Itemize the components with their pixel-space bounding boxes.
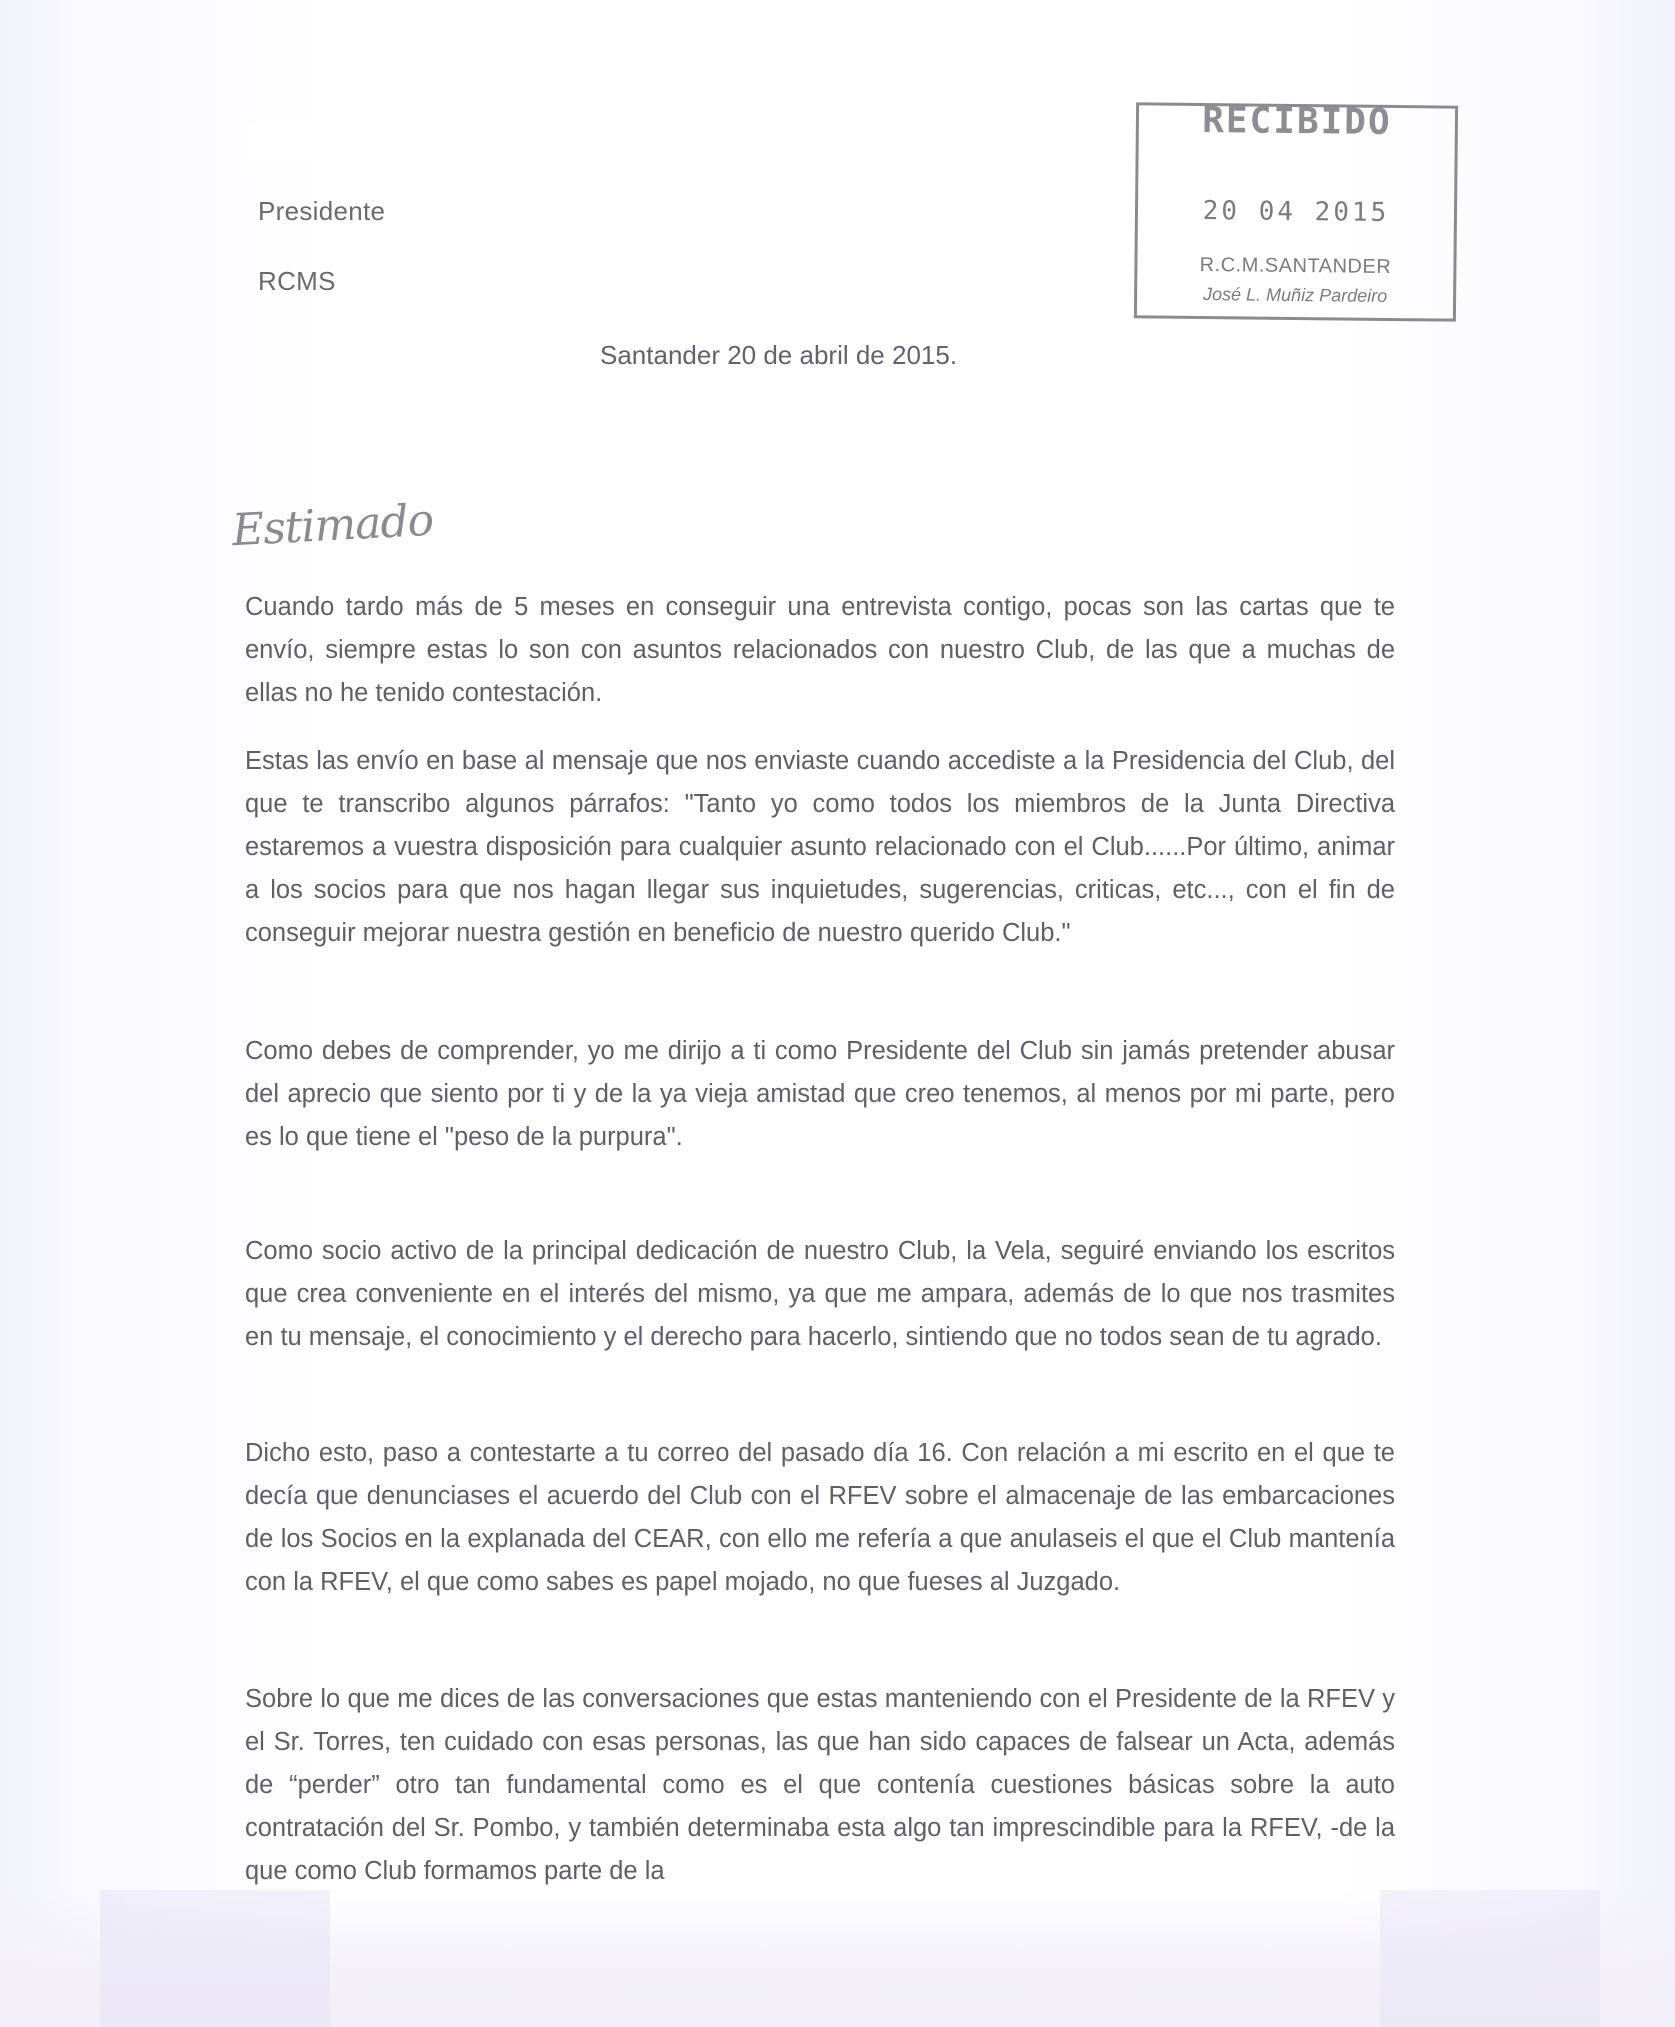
paragraph-3 [245, 1030, 1395, 1159]
place-date: Santander 20 de abril de 2015. [600, 340, 958, 370]
paragraph-1 [245, 586, 1395, 715]
redacted-salutation-name [470, 490, 560, 560]
paragraph-6 [245, 1678, 1395, 1893]
paragraph-5 [245, 1432, 1395, 1604]
recipient-organization: RCMS [258, 266, 336, 296]
stamp-label: RECIBIDO [1202, 100, 1392, 143]
paragraph-text: Dicho esto, paso a contestarte a tu correo del pasado día 16. Con relación a mi escrito en el que te decía que denunciases el acuerdo del Club con el RFEV sobre el almacenaje de las embarcaciones de los Socios en la explanada del CEAR, con ello me refería a que anulaseis el que el Club mantenía con la RFEV, el que como sabes es papel mojado, no que fueses al Juzgado. [245, 1439, 1395, 1596]
paragraph-4 [245, 1230, 1395, 1359]
scan-band [1380, 1890, 1600, 2027]
scan-band [100, 1890, 330, 2027]
paragraph-2 [245, 740, 1395, 955]
stamp-organization: R.C.M.SANTANDER [1199, 253, 1392, 278]
stamp-date: 20 04 2015 [1202, 196, 1390, 228]
redacted-name-block [245, 123, 545, 161]
recipient-title: Presidente [258, 196, 386, 226]
paragraph-text: Cuando tardo más de 5 meses en conseguir una entrevista contigo, pocas son las cartas que te envío, siempre estas lo son con asuntos relacionados con nuestro Club, de las que a muchas de ellas no he tenido contestación. [245, 593, 1395, 707]
stamp-person: José L. Muñiz Pardeiro [1202, 284, 1388, 306]
received-stamp [1134, 102, 1458, 321]
paragraph-text: Estas las envío en base al mensaje que nos enviaste cuando accediste a la Presidencia del Club, del que te transcribo algunos párrafos: "Tanto yo como todos los miembros de la Junta Directiva estaremos a vuestra disposición para cualquier asunto relacionado con el Club......Por último, animar a los socios para que nos hagan llegar sus inquietudes, sugerencias, criticas, etc..., con el fin de conseguir mejorar nuestra gestión en beneficio de nuestro querido Club." [245, 747, 1395, 947]
scan-bottom-shading [0, 1890, 1675, 2027]
paragraph-text: Como debes de comprender, yo me dirijo a ti como Presidente del Club sin jamás pretender abusar del aprecio que siento por ti y de la ya vieja amistad que creo tenemos, al menos por mi parte, pero es lo que tiene el "peso de la purpura". [245, 1037, 1395, 1151]
paragraph-text: Sobre lo que me dices de las conversaciones que estas manteniendo con el Presidente de la RFEV y el Sr. Torres, ten cuidado con esas personas, las que han sido capaces de falsear un Acta, además de “perder” otro tan fundamental como es el que contenía cuestiones básicas sobre la auto contratación del Sr. Pombo, y también determinaba esta algo tan imprescindible para la RFEV, -de la que como Club formamos parte de la [245, 1685, 1395, 1885]
handwritten-salutation: Estimado [230, 494, 435, 557]
paragraph-text: Como socio activo de la principal dedicación de nuestro Club, la Vela, seguiré enviando los escritos que crea conveniente en el interés del mismo, ya que me ampara, además de lo que nos trasmites en tu mensaje, el conocimiento y el derecho para hacerlo, sintiendo que no todos sean de tu agrado. [245, 1237, 1395, 1351]
